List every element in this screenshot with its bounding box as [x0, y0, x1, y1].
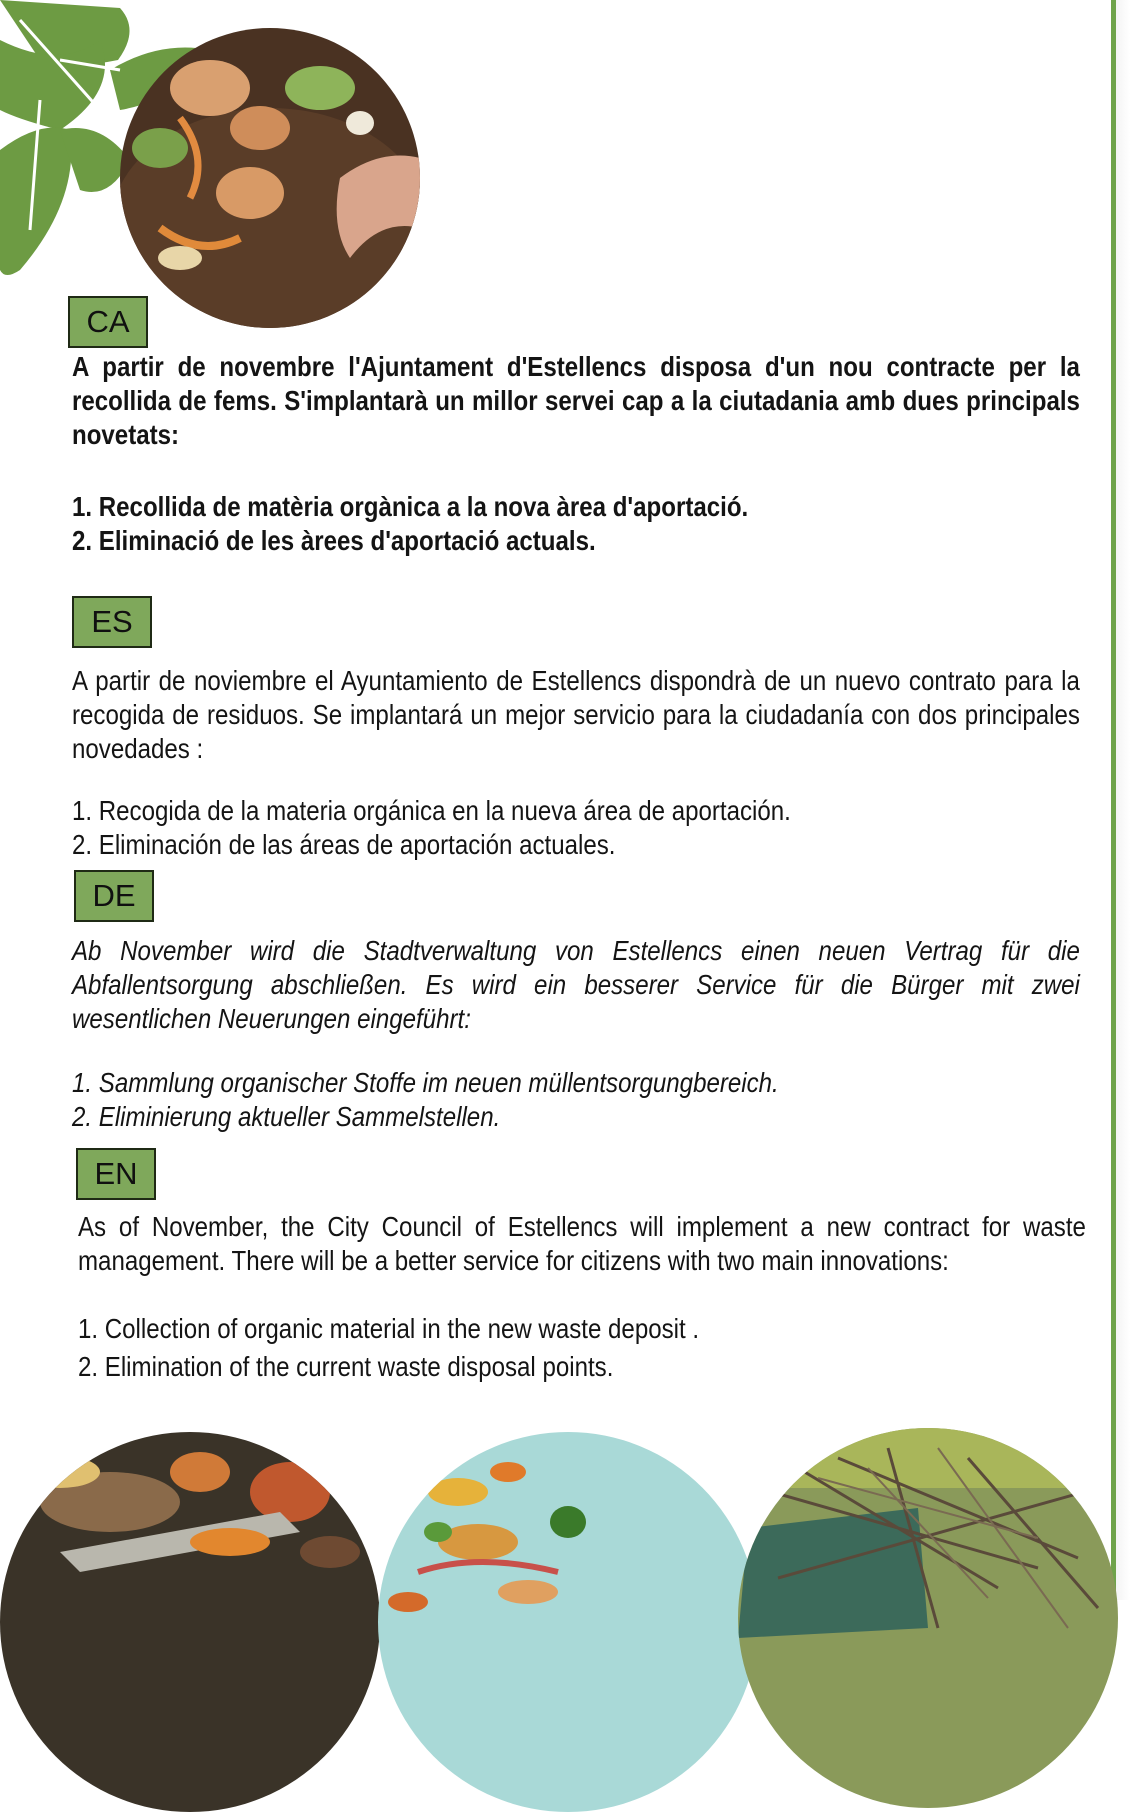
section-de-paragraph: Ab November wird die Stadtverwaltung von Estellencs einen neuen Vertrag für die Abfallentsorgung abschließen. Es wird ein besserer Service für die Bürger mit zwei wesentlichen Neuerungen eingeführt:	[72, 935, 1080, 1034]
section-ca	[72, 350, 1082, 558]
list-item: 1. Collection of organic material in the new waste deposit .	[78, 1313, 700, 1344]
lang-tag-en: EN	[76, 1148, 156, 1200]
lang-tag-es: ES	[72, 596, 152, 648]
vegetable-peels-photo	[378, 1432, 758, 1812]
list-item: 2. Eliminierung aktueller Sammelstellen.	[72, 1101, 501, 1132]
compost-photo	[120, 28, 420, 328]
section-es-list	[72, 794, 1082, 862]
section-de-list	[72, 1066, 1082, 1134]
list-item: 1. Recollida de matèria orgànica a la nova àrea d'aportació.	[72, 491, 749, 522]
list-item: 1. Recogida de la materia orgánica en la nueva área de aportación.	[72, 795, 791, 826]
section-ca-list	[72, 490, 1082, 558]
section-ca-paragraph: A partir de novembre l'Ajuntament d'Estellencs disposa d'un nou contracte per la recollida de fems. S'implantarà un millor servei cap a la ciutadania amb dues principals novetats:	[72, 351, 1080, 450]
section-es	[72, 664, 1082, 862]
section-de	[72, 934, 1082, 1134]
list-item: 2. Elimination of the current waste disposal points.	[78, 1351, 614, 1382]
section-en	[78, 1210, 1088, 1384]
list-item: 1. Sammlung organischer Stoffe im neuen müllentsorgungbereich.	[72, 1067, 779, 1098]
lang-tag-ca: CA	[68, 296, 148, 348]
list-item: 2. Eliminació de les àrees d'aportació actuals.	[72, 525, 596, 556]
leaves-photo	[0, 1432, 380, 1812]
list-item: 2. Eliminación de las áreas de aportación actuales.	[72, 829, 616, 860]
page-edge-shadow	[1116, 0, 1130, 1600]
section-es-paragraph: A partir de noviembre el Ayuntamiento de Estellencs dispondrà de un nuevo contrato para la recogida de residuos. Se implantará un mejor servicio para la ciudadanía con dos principales novedades :	[72, 665, 1080, 764]
section-en-list	[78, 1312, 1088, 1384]
lang-tag-de: DE	[74, 870, 154, 922]
garden-waste-photo	[738, 1428, 1118, 1808]
page-edge-stripe	[1111, 0, 1116, 1600]
section-en-paragraph: As of November, the City Council of Estellencs will implement a new contract for waste management. There will be a better service for citizens with two main innovations:	[78, 1211, 1086, 1276]
